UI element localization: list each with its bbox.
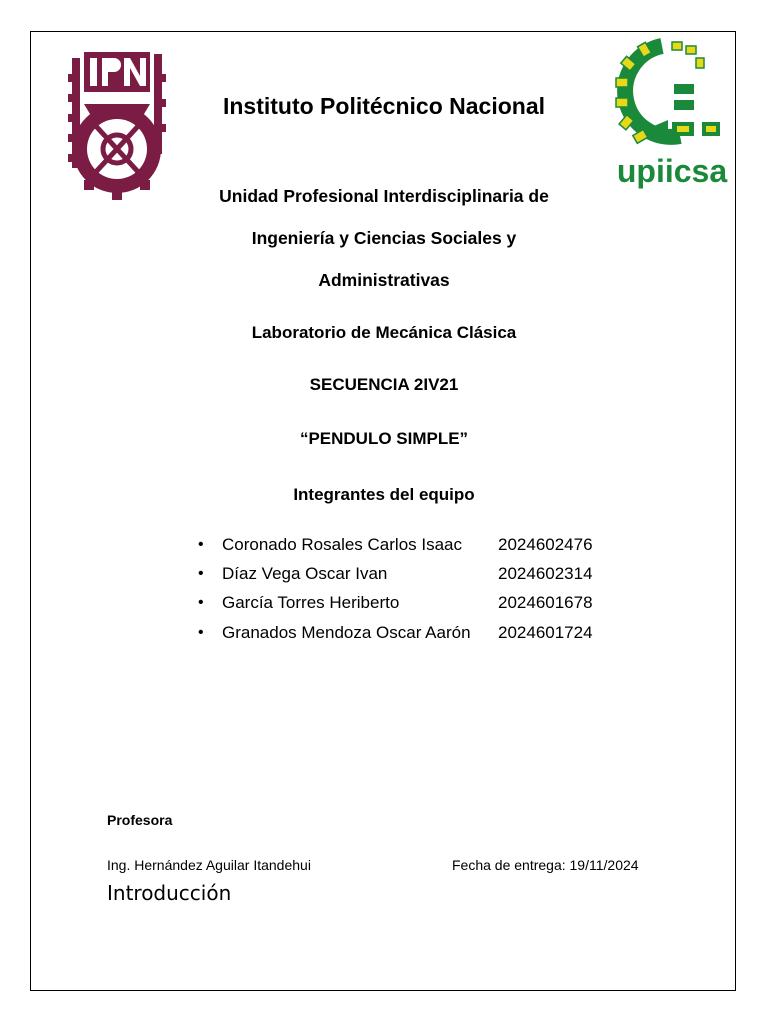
member-id: 2024602476 bbox=[498, 535, 593, 554]
bullet: • bbox=[198, 594, 204, 612]
unit-line-3: Administrativas bbox=[318, 270, 450, 290]
professor-heading: Profesora bbox=[107, 812, 173, 828]
member-id: 2024602314 bbox=[498, 564, 593, 584]
professor-name: Ing. Hernández Aguilar Itandehui bbox=[107, 857, 311, 873]
due-date: Fecha de entrega: 19/11/2024 bbox=[452, 857, 639, 873]
bullet: • bbox=[198, 536, 204, 553]
list-item bbox=[198, 591, 618, 620]
member-name: Granados Mendoza Oscar Aarón bbox=[222, 622, 471, 642]
unit-line-2: Ingeniería y Ciencias Sociales y bbox=[251, 228, 517, 248]
member-id: 2024601678 bbox=[498, 593, 593, 613]
list-item bbox=[198, 533, 618, 562]
ipn-logo bbox=[64, 44, 170, 204]
bullet: • bbox=[198, 623, 204, 641]
member-name: Coronado Rosales Carlos Isaac bbox=[222, 535, 463, 554]
members-list bbox=[198, 533, 618, 650]
upiicsa-wordmark: upiicsa bbox=[616, 153, 728, 189]
list-item bbox=[198, 621, 618, 650]
practice-title: “PENDULO SIMPLE” bbox=[299, 429, 469, 448]
section-heading: Introducción bbox=[107, 881, 232, 905]
team-heading: Integrantes del equipo bbox=[293, 485, 475, 504]
unit-line-1: Unidad Profesional Interdisciplinaria de bbox=[219, 186, 549, 206]
upiicsa-logo bbox=[610, 36, 734, 190]
institute-title: Instituto Politécnico Nacional bbox=[222, 93, 546, 119]
member-name: Díaz Vega Oscar Ivan bbox=[222, 564, 388, 584]
list-item bbox=[198, 562, 618, 591]
member-name: García Torres Heriberto bbox=[222, 593, 400, 613]
bullet: • bbox=[198, 565, 204, 583]
lab-name: Laboratorio de Mecánica Clásica bbox=[251, 323, 517, 342]
member-id: 2024601724 bbox=[498, 622, 593, 642]
sequence-label: SECUENCIA 2IV21 bbox=[309, 375, 459, 394]
